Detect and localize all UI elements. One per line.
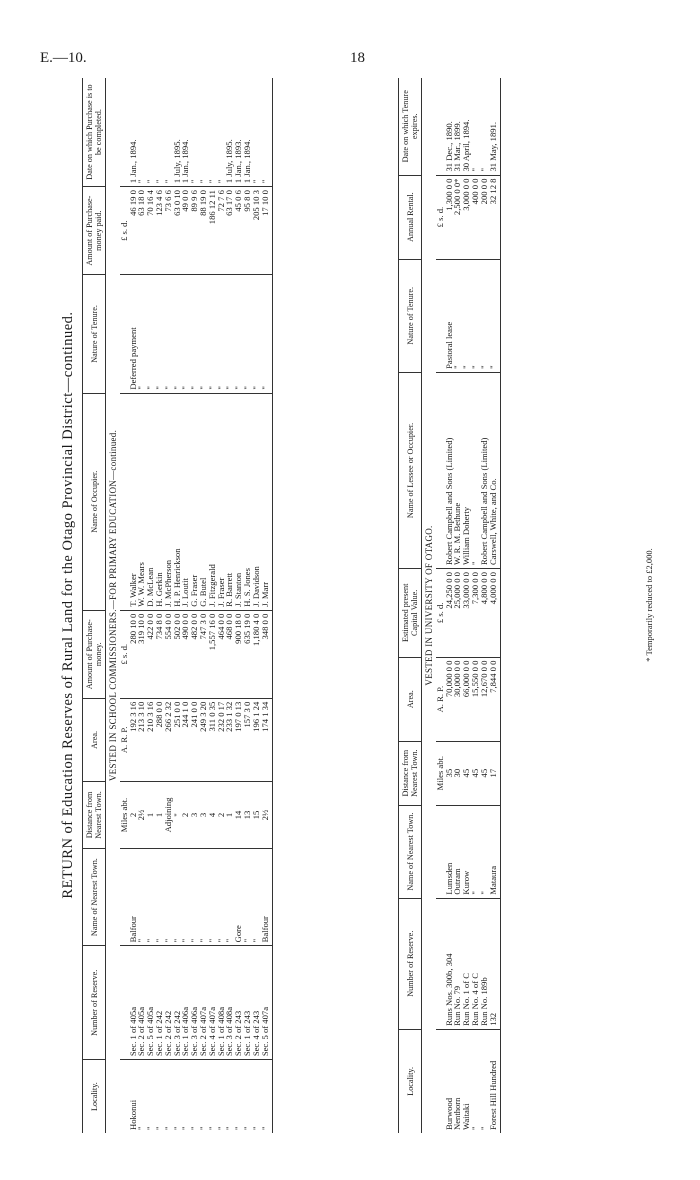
table-cell: 88 19 0: [199, 187, 208, 275]
table-cell: Sec. 3 of 408a: [225, 946, 234, 1060]
table-cell: 33,000 0 0: [462, 569, 471, 658]
table-cell: 46 19 0: [129, 187, 138, 275]
table-row: [489, 78, 501, 1133]
table-cell: J. Fitzgerald: [208, 393, 217, 610]
table-cell: 174 1 34: [261, 698, 273, 781]
table-cell: ": [208, 78, 217, 187]
table-cell: 4,000 0 0: [489, 569, 501, 658]
column-header: Distance from Nearest Town.: [399, 741, 422, 805]
table-cell: ": [243, 848, 252, 945]
table-cell: 49 0 0: [181, 187, 190, 275]
table-cell: 4,800 0 0: [480, 569, 489, 658]
table-cell: 1,300 0 0: [445, 175, 454, 259]
table-cell: 400 0 0: [471, 175, 480, 259]
commissioners-reserves-table: [82, 78, 273, 1133]
unit-cell: £ s. d.: [436, 569, 445, 658]
table-cell: ": [206, 1126, 217, 1130]
table-cell: ": [190, 275, 199, 394]
table-cell: R. Barrett: [225, 393, 234, 610]
table-cell: 192 3 16: [129, 698, 138, 781]
table-cell: 72 7 6: [217, 187, 226, 275]
table-cell: 1 July, 1895.: [225, 78, 234, 187]
table-cell: ": [153, 1126, 164, 1130]
table-cell: H. S. Jones: [243, 393, 252, 610]
table-cell: ": [453, 259, 462, 372]
table-cell: 205 10 3: [252, 187, 261, 275]
table-cell: Sec. 1 of 242: [155, 946, 164, 1060]
table-cell: 3,000 0 0: [462, 175, 471, 259]
table-cell: J. McPherson: [164, 393, 173, 610]
table-cell: 233 1 32: [225, 698, 234, 781]
table-cell: 13: [243, 782, 252, 849]
table-cell: ": [252, 78, 261, 187]
table-cell: 123 4 6: [155, 187, 164, 275]
column-header: Amount of Purchase-money.: [83, 610, 106, 698]
table-cell: ": [146, 78, 155, 187]
table-cell: Sec. 1 of 406a: [181, 946, 190, 1060]
table-cell: 197 0 13: [234, 698, 243, 781]
table-cell: Gore: [234, 848, 243, 945]
table-cell: 63 17 0: [225, 187, 234, 275]
table-cell: Kurow: [462, 805, 471, 898]
table-cell: 196 1 24: [252, 698, 261, 781]
table-cell: ": [261, 78, 273, 187]
table-cell: ": [155, 78, 164, 187]
table-cell: H. Gerkin: [155, 393, 164, 610]
table-cell: ": [180, 1126, 191, 1130]
table-cell: ": [234, 275, 243, 394]
table-cell: Sec. 2 of 407a: [199, 946, 208, 1060]
table-cell: ": [137, 78, 146, 187]
table-cell: W. R. M. Bethune: [453, 372, 462, 568]
table-cell: 200 0 0: [480, 175, 489, 259]
table-cell: 157 3 0: [243, 698, 252, 781]
column-header: Date on which Purchase is to be completed.: [83, 78, 106, 187]
table-cell: ": [173, 782, 182, 849]
table-cell: ": [241, 1126, 252, 1130]
table-cell: ": [137, 848, 146, 945]
table-cell: Forest Hill Hundred: [489, 1029, 501, 1133]
table-row: [471, 78, 480, 1133]
column-header: Name of Nearest Town.: [399, 805, 422, 898]
table-cell: 554 0 0: [164, 610, 173, 698]
column-header: Area.: [83, 698, 106, 781]
table-cell: Sec. 5 of 405a: [146, 946, 155, 1060]
unit-cell: Miles abt.: [436, 741, 445, 805]
column-header: Name of Nearest Town.: [83, 848, 106, 945]
column-header: Locality.: [83, 1060, 106, 1133]
footnote: * Temporarily reduced to £2,000.: [644, 548, 654, 662]
table-cell: 70 16 4: [146, 187, 155, 275]
table-cell: 15: [252, 782, 261, 849]
column-header: Nature of Tenure.: [399, 259, 422, 372]
table-cell: ": [145, 1126, 156, 1130]
table-cell: ": [261, 1060, 273, 1133]
table-cell: Pastoral lease: [445, 259, 454, 372]
table-cell: Robert Campbell and Sons (Limited): [480, 372, 489, 568]
table-cell: J. Fraser: [217, 393, 226, 610]
table-cell: Run No. 79: [453, 898, 462, 1029]
table-cell: Balfour: [261, 848, 273, 945]
table-cell: 30,000 0 0: [453, 657, 462, 741]
table-cell: 900 18 0: [234, 610, 243, 698]
table-cell: G. Fraser: [190, 393, 199, 610]
table-cell: Outram: [453, 805, 462, 898]
column-header: Name of Lessee or Occupier.: [399, 372, 422, 568]
unit-cell: £ s. d.: [120, 187, 129, 275]
unit-cell: £ s. d.: [120, 610, 129, 698]
table-cell: 66,000 0 0: [462, 657, 471, 741]
table-cell: 1: [225, 782, 234, 849]
table-cell: Runs Nos. 300b, 304: [445, 898, 454, 1029]
table-cell: Run No. 1 of C: [462, 898, 471, 1029]
table-cell: Nenthorn: [452, 1097, 463, 1130]
table-cell: 1 Jan., 1894.: [181, 78, 190, 187]
table-cell: 747 3 0: [199, 610, 208, 698]
table-cell: ": [197, 1126, 208, 1130]
table-cell: D. McLean: [146, 393, 155, 610]
table-cell: 210 3 16: [146, 698, 155, 781]
table-cell: ": [224, 1126, 235, 1130]
table-cell: ": [217, 848, 226, 945]
table-cell: 30: [453, 741, 462, 805]
table-cell: 2½: [137, 782, 146, 849]
table-cell: ": [171, 1126, 182, 1130]
table-cell: 45 0 6: [234, 187, 243, 275]
table-cell: ": [261, 275, 273, 394]
table-cell: 186 12 11: [208, 187, 217, 275]
table-cell: ": [471, 805, 480, 898]
table-cell: ": [155, 275, 164, 394]
table-cell: ": [199, 275, 208, 394]
column-header: Annual Rental.: [399, 175, 422, 259]
table-cell: 422 0 0: [146, 610, 155, 698]
table-cell: Run No. 4 of C: [471, 898, 480, 1029]
table-cell: Sec. 1 of 243: [243, 946, 252, 1060]
table-cell: 464 0 0: [217, 610, 226, 698]
table-cell: 17 10 0: [261, 187, 273, 275]
section-heading: VESTED IN UNIVERSITY OF OTAGO.: [424, 525, 434, 686]
table-cell: ": [190, 848, 199, 945]
table-cell: 1 July, 1895.: [173, 78, 182, 187]
table-cell: William Doherty: [462, 372, 471, 568]
table-cell: ": [181, 848, 190, 945]
column-header: Estimated present Capital Value.: [399, 569, 422, 658]
table-cell: ": [480, 78, 489, 175]
table-cell: 70,000 0 0: [445, 657, 454, 741]
table-cell: ": [189, 1126, 200, 1130]
unit-cell: A. R. P.: [120, 698, 129, 781]
table-cell: 7,844 0 0: [489, 657, 501, 741]
table-cell: ": [164, 848, 173, 945]
table-cell: 241 0 0: [190, 698, 199, 781]
table-cell: 311 0 35: [208, 698, 217, 781]
table-cell: Sec. 1 of 408a: [217, 946, 226, 1060]
table-cell: 232 0 17: [217, 698, 226, 781]
table-cell: ": [217, 78, 226, 187]
table-cell: Sec. 4 of 243: [252, 946, 261, 1060]
column-header: Number of Reserve.: [83, 946, 106, 1060]
table-cell: Sec. 2 of 243: [234, 946, 243, 1060]
table-cell: ": [471, 372, 480, 568]
table-cell: 25,000 0 0: [453, 569, 462, 658]
table-cell: ": [215, 1126, 226, 1130]
table-cell: 734 8 0: [155, 610, 164, 698]
table-cell: ": [208, 275, 217, 394]
table-cell: Waitaki: [461, 1103, 472, 1130]
table-cell: Adjoining: [164, 782, 173, 849]
table-cell: 7,300 0 0: [471, 569, 480, 658]
table-cell: ": [243, 275, 252, 394]
table-cell: 2½: [261, 782, 273, 849]
table-cell: ": [199, 848, 208, 945]
table-cell: 73 6 6: [164, 187, 173, 275]
table-cell: 1 Jan., 1894.: [129, 78, 138, 187]
table-cell: ": [471, 259, 480, 372]
table-cell: ": [462, 259, 471, 372]
table-cell: Sec. 4 of 407a: [208, 946, 217, 1060]
table-cell: Sec. 2 of 242: [164, 946, 173, 1060]
table-cell: 280 10 0: [129, 610, 138, 698]
table-cell: ": [162, 1126, 173, 1130]
table-cell: 14: [234, 782, 243, 849]
column-header: Locality.: [399, 1029, 422, 1133]
table-cell: 95 8 0: [243, 187, 252, 275]
table-cell: ": [469, 1126, 480, 1130]
column-header: Distance from Nearest Town.: [83, 782, 106, 849]
table-cell: 15,550 0 0: [471, 657, 480, 741]
table-cell: ": [136, 1126, 147, 1130]
table-cell: T. Walker: [129, 393, 138, 610]
table-cell: ": [480, 805, 489, 898]
table-cell: 35: [445, 741, 454, 805]
table-cell: J. Stanton: [234, 393, 243, 610]
table-cell: ": [208, 848, 217, 945]
table-cell: W. W. Mears: [137, 393, 146, 610]
table-cell: 45: [462, 741, 471, 805]
table-cell: 635 19 0: [243, 610, 252, 698]
table-cell: 12,670 0 0: [480, 657, 489, 741]
table-cell: ": [252, 848, 261, 945]
column-header: Number of Reserve.: [399, 898, 422, 1029]
unit-cell: A. R. P.: [436, 657, 445, 741]
table-cell: Carswell, White, and Co.: [489, 372, 501, 568]
table-row: [261, 78, 273, 1133]
table-cell: ": [173, 275, 182, 394]
table-cell: Sec. 1 of 405a: [129, 946, 138, 1060]
table-cell: Sec. 5 of 407a: [261, 946, 273, 1060]
unit-cell: £ s. d.: [436, 175, 445, 259]
table-cell: ": [155, 848, 164, 945]
table-cell: 31 May, 1891.: [489, 78, 501, 175]
table-cell: Burwood: [443, 1098, 454, 1130]
table-cell: 502 0 0: [173, 610, 182, 698]
table-cell: ": [478, 1126, 489, 1130]
table-cell: 1,557 16 0: [208, 610, 217, 698]
table-cell: H. P. Henrickson: [173, 393, 182, 610]
table-cell: 490 0 0: [181, 610, 190, 698]
table-cell: ": [199, 78, 208, 187]
table-cell: Sec. 3 of 406a: [190, 946, 199, 1060]
table-cell: ": [471, 78, 480, 175]
table-cell: ": [225, 848, 234, 945]
table-cell: 32 12 8: [489, 175, 501, 259]
column-header: Name of Occupier.: [83, 393, 106, 610]
table-cell: ": [173, 848, 182, 945]
table-cell: 2,500 0 0*: [453, 175, 462, 259]
table-cell: 244 1 0: [181, 698, 190, 781]
table-cell: ": [252, 275, 261, 394]
table-cell: 249 3 20: [199, 698, 208, 781]
table-cell: 266 2 32: [164, 698, 173, 781]
table-cell: ": [233, 1126, 244, 1130]
table-cell: ": [164, 275, 173, 394]
table-cell: 31 Dec., 1890.: [445, 78, 454, 175]
return-title: RETURN of Education Reserves of Rural Land for the Otago Provincial District—continued.: [60, 311, 76, 899]
table-cell: 1,180 4 0: [252, 610, 261, 698]
table-cell: 63 0 10: [173, 187, 182, 275]
table-cell: Hokonui: [127, 1099, 138, 1130]
table-cell: Robert Campbell and Sons (Limited): [445, 372, 454, 568]
unit-cell: Miles abt.: [120, 782, 129, 849]
table-cell: J. Marr: [261, 393, 273, 610]
table-cell: ": [250, 1126, 261, 1130]
table-cell: 468 0 0: [225, 610, 234, 698]
table-row: [480, 78, 489, 1133]
table-cell: 63 18 0: [137, 187, 146, 275]
table-cell: 348 0 0: [261, 610, 273, 698]
column-header: Nature of Tenure.: [83, 275, 106, 394]
table-cell: 3: [190, 782, 199, 849]
table-cell: 1: [155, 782, 164, 849]
table-cell: ": [217, 275, 226, 394]
table-cell: ": [164, 78, 173, 187]
table-cell: Deferred payment: [129, 275, 138, 394]
table-cell: 1: [146, 782, 155, 849]
university-reserves-table: [398, 78, 501, 1133]
table-cell: 17: [489, 741, 501, 805]
table-cell: 1 Jan., 1893.: [234, 78, 243, 187]
page-number: 18: [350, 50, 365, 66]
table-cell: J. Davidson: [252, 393, 261, 610]
table-cell: 2: [181, 782, 190, 849]
table-cell: 482 0 0: [190, 610, 199, 698]
rotated-page-content: [58, 75, 653, 1135]
table-cell: 4: [208, 782, 217, 849]
table-cell: 30 April, 1894.: [462, 78, 471, 175]
table-cell: ": [190, 78, 199, 187]
table-cell: Sec. 3 of 242: [173, 946, 182, 1060]
section-heading: VESTED IN SCHOOL COMMISSIONERS.—FOR PRIMARY EDUCATION—continued.: [108, 429, 118, 782]
table-cell: 319 10 0: [137, 610, 146, 698]
table-cell: 89 9 6: [190, 187, 199, 275]
table-cell: 31 Mar., 1899.: [453, 78, 462, 175]
table-cell: 2: [217, 782, 226, 849]
column-header: Date on which Tenure expires.: [399, 78, 422, 175]
table-cell: 132: [489, 898, 501, 1029]
table-cell: ": [146, 848, 155, 945]
table-cell: 288 0 0: [155, 698, 164, 781]
table-cell: Run No. 189b: [480, 898, 489, 1029]
table-cell: 45: [480, 741, 489, 805]
table-cell: 45: [471, 741, 480, 805]
table-cell: ": [181, 275, 190, 394]
table-cell: Lumsden: [445, 805, 454, 898]
table-cell: Sec. 2 of 405a: [137, 946, 146, 1060]
table-cell: 2: [129, 782, 138, 849]
table-cell: ": [137, 275, 146, 394]
table-cell: 3: [199, 782, 208, 849]
table-cell: Mataura: [489, 805, 501, 898]
table-cell: ": [146, 275, 155, 394]
table-cell: ": [480, 259, 489, 372]
table-cell: Balfour: [129, 848, 138, 945]
table-cell: 251 0 0: [173, 698, 182, 781]
table-cell: ": [225, 275, 234, 394]
table-cell: 24,250 0 0: [445, 569, 454, 658]
column-header: Area.: [399, 657, 422, 741]
column-header: Amount of Purchase-money paid.: [83, 187, 106, 275]
table-cell: 213 3 10: [137, 698, 146, 781]
table-cell: G. Butel: [199, 393, 208, 610]
table-cell: ": [489, 259, 501, 372]
table-cell: J. Loutit: [181, 393, 190, 610]
table-cell: 1 Jan., 1894.: [243, 78, 252, 187]
document-code: E.—10.: [40, 50, 87, 66]
